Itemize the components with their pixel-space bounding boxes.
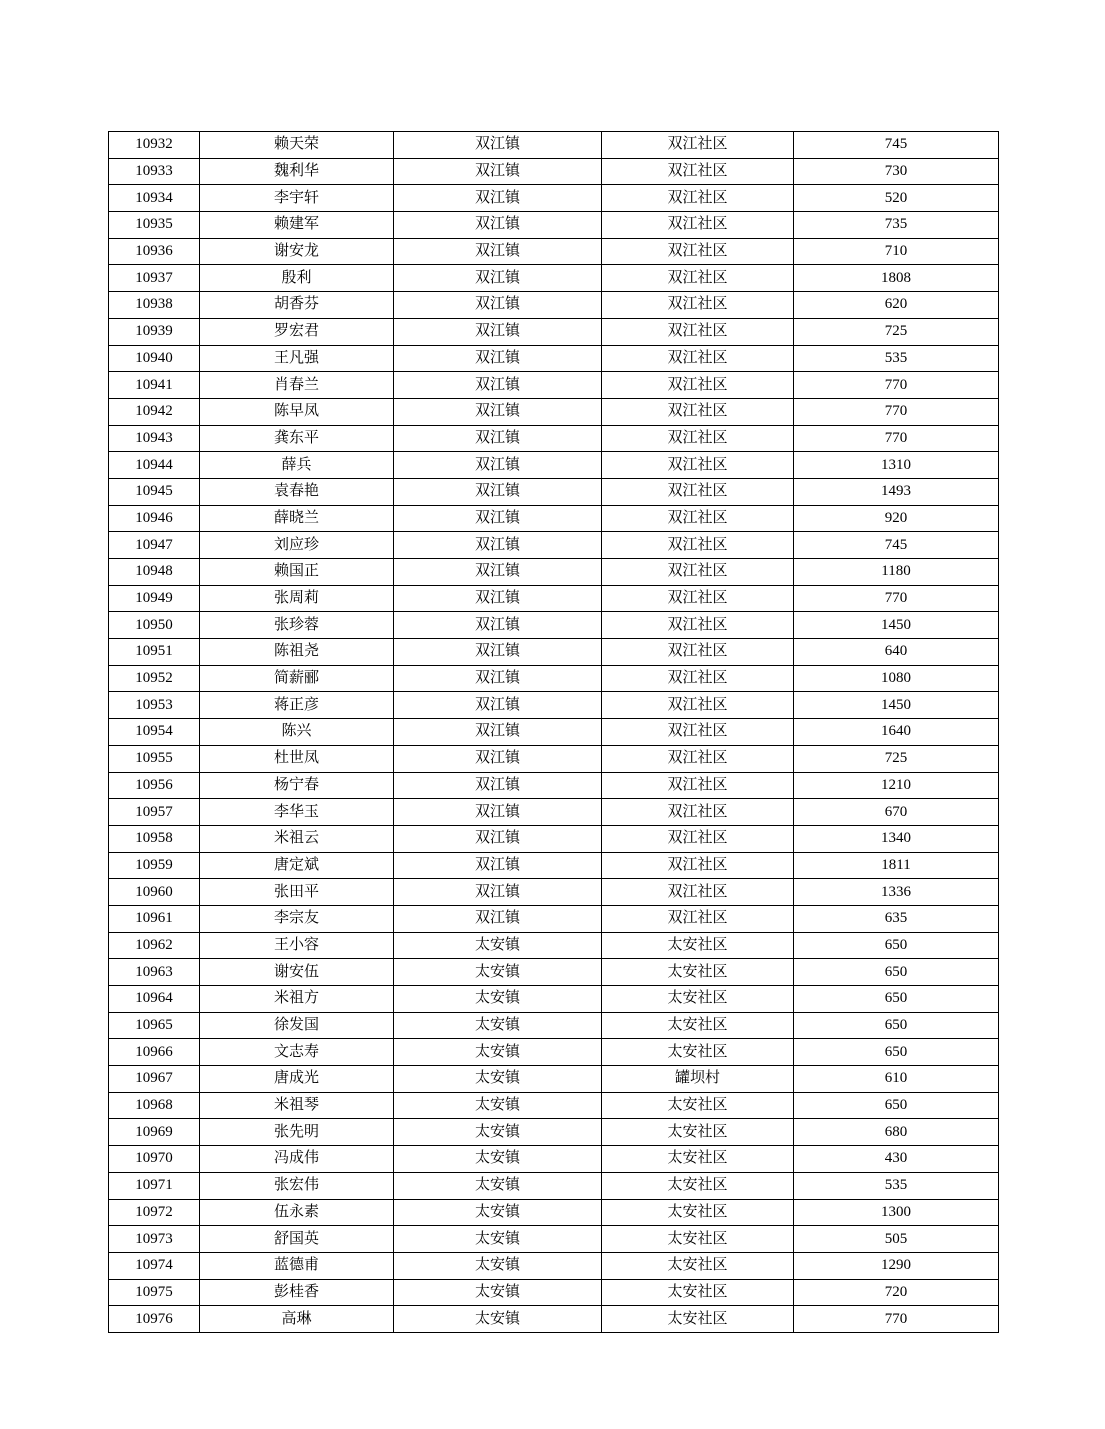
cell-town: 双江镇 bbox=[394, 585, 602, 612]
cell-community: 双江社区 bbox=[602, 639, 794, 666]
cell-town: 双江镇 bbox=[394, 452, 602, 479]
cell-id: 10966 bbox=[109, 1039, 200, 1066]
cell-amount: 535 bbox=[794, 1172, 999, 1199]
cell-community: 双江社区 bbox=[602, 318, 794, 345]
cell-id: 10973 bbox=[109, 1226, 200, 1253]
table-row bbox=[109, 292, 999, 319]
cell-id: 10976 bbox=[109, 1306, 200, 1333]
cell-amount: 620 bbox=[794, 292, 999, 319]
cell-town: 太安镇 bbox=[394, 1252, 602, 1279]
cell-community: 太安社区 bbox=[602, 986, 794, 1013]
cell-community: 太安社区 bbox=[602, 1146, 794, 1173]
cell-amount: 535 bbox=[794, 345, 999, 372]
cell-amount: 1811 bbox=[794, 852, 999, 879]
table-row bbox=[109, 265, 999, 292]
cell-id: 10974 bbox=[109, 1252, 200, 1279]
table-row bbox=[109, 452, 999, 479]
cell-name: 张周莉 bbox=[200, 585, 394, 612]
cell-town: 双江镇 bbox=[394, 398, 602, 425]
cell-id: 10971 bbox=[109, 1172, 200, 1199]
table-row bbox=[109, 1092, 999, 1119]
cell-town: 双江镇 bbox=[394, 478, 602, 505]
cell-name: 张珍蓉 bbox=[200, 612, 394, 639]
cell-amount: 1450 bbox=[794, 692, 999, 719]
cell-town: 太安镇 bbox=[394, 1199, 602, 1226]
cell-id: 10937 bbox=[109, 265, 200, 292]
cell-name: 徐发国 bbox=[200, 1012, 394, 1039]
cell-community: 双江社区 bbox=[602, 719, 794, 746]
cell-community: 双江社区 bbox=[602, 292, 794, 319]
cell-amount: 1300 bbox=[794, 1199, 999, 1226]
cell-id: 10933 bbox=[109, 158, 200, 185]
cell-amount: 520 bbox=[794, 185, 999, 212]
cell-name: 伍永素 bbox=[200, 1199, 394, 1226]
cell-name: 蒋正彦 bbox=[200, 692, 394, 719]
cell-town: 双江镇 bbox=[394, 665, 602, 692]
cell-id: 10943 bbox=[109, 425, 200, 452]
cell-amount: 650 bbox=[794, 932, 999, 959]
cell-community: 双江社区 bbox=[602, 238, 794, 265]
table-row bbox=[109, 1199, 999, 1226]
cell-amount: 745 bbox=[794, 532, 999, 559]
cell-town: 太安镇 bbox=[394, 1279, 602, 1306]
cell-town: 双江镇 bbox=[394, 212, 602, 239]
cell-amount: 650 bbox=[794, 986, 999, 1013]
cell-id: 10947 bbox=[109, 532, 200, 559]
cell-name: 殷利 bbox=[200, 265, 394, 292]
cell-community: 双江社区 bbox=[602, 612, 794, 639]
cell-name: 简薪郦 bbox=[200, 665, 394, 692]
table-row bbox=[109, 1252, 999, 1279]
cell-amount: 1290 bbox=[794, 1252, 999, 1279]
cell-community: 双江社区 bbox=[602, 265, 794, 292]
cell-amount: 650 bbox=[794, 1012, 999, 1039]
cell-town: 双江镇 bbox=[394, 905, 602, 932]
cell-town: 双江镇 bbox=[394, 825, 602, 852]
cell-town: 双江镇 bbox=[394, 158, 602, 185]
cell-town: 双江镇 bbox=[394, 425, 602, 452]
cell-name: 文志寿 bbox=[200, 1039, 394, 1066]
cell-community: 双江社区 bbox=[602, 585, 794, 612]
cell-id: 10956 bbox=[109, 772, 200, 799]
cell-name: 袁春艳 bbox=[200, 478, 394, 505]
cell-name: 肖春兰 bbox=[200, 372, 394, 399]
cell-amount: 650 bbox=[794, 1092, 999, 1119]
cell-community: 双江社区 bbox=[602, 532, 794, 559]
table-row bbox=[109, 1039, 999, 1066]
cell-town: 双江镇 bbox=[394, 505, 602, 532]
table-row bbox=[109, 986, 999, 1013]
cell-town: 双江镇 bbox=[394, 238, 602, 265]
table-row bbox=[109, 932, 999, 959]
table-row bbox=[109, 532, 999, 559]
cell-name: 王小容 bbox=[200, 932, 394, 959]
cell-community: 太安社区 bbox=[602, 1172, 794, 1199]
cell-amount: 720 bbox=[794, 1279, 999, 1306]
cell-amount: 735 bbox=[794, 212, 999, 239]
table-row bbox=[109, 158, 999, 185]
cell-amount: 745 bbox=[794, 132, 999, 159]
cell-id: 10946 bbox=[109, 505, 200, 532]
cell-town: 太安镇 bbox=[394, 1012, 602, 1039]
cell-town: 太安镇 bbox=[394, 1119, 602, 1146]
cell-id: 10954 bbox=[109, 719, 200, 746]
cell-community: 双江社区 bbox=[602, 799, 794, 826]
cell-name: 冯成伟 bbox=[200, 1146, 394, 1173]
cell-id: 10941 bbox=[109, 372, 200, 399]
table-row bbox=[109, 825, 999, 852]
cell-name: 米祖琴 bbox=[200, 1092, 394, 1119]
cell-town: 太安镇 bbox=[394, 1172, 602, 1199]
cell-id: 10967 bbox=[109, 1066, 200, 1093]
cell-id: 10965 bbox=[109, 1012, 200, 1039]
cell-community: 双江社区 bbox=[602, 772, 794, 799]
cell-name: 谢安龙 bbox=[200, 238, 394, 265]
table-row bbox=[109, 719, 999, 746]
cell-name: 张宏伟 bbox=[200, 1172, 394, 1199]
cell-community: 太安社区 bbox=[602, 1306, 794, 1333]
cell-town: 太安镇 bbox=[394, 1226, 602, 1253]
cell-name: 张先明 bbox=[200, 1119, 394, 1146]
cell-town: 太安镇 bbox=[394, 1066, 602, 1093]
cell-name: 杨宁春 bbox=[200, 772, 394, 799]
cell-town: 双江镇 bbox=[394, 318, 602, 345]
cell-id: 10964 bbox=[109, 986, 200, 1013]
cell-name: 赖天荣 bbox=[200, 132, 394, 159]
cell-amount: 670 bbox=[794, 799, 999, 826]
cell-community: 罐坝村 bbox=[602, 1066, 794, 1093]
table-row bbox=[109, 612, 999, 639]
table-row bbox=[109, 1279, 999, 1306]
table-row bbox=[109, 879, 999, 906]
table-row bbox=[109, 212, 999, 239]
cell-amount: 1640 bbox=[794, 719, 999, 746]
cell-id: 10950 bbox=[109, 612, 200, 639]
cell-name: 胡香芬 bbox=[200, 292, 394, 319]
table-row bbox=[109, 238, 999, 265]
table-row bbox=[109, 745, 999, 772]
cell-name: 赖国正 bbox=[200, 559, 394, 586]
cell-name: 彭桂香 bbox=[200, 1279, 394, 1306]
cell-name: 赖建军 bbox=[200, 212, 394, 239]
cell-amount: 770 bbox=[794, 585, 999, 612]
table-row bbox=[109, 585, 999, 612]
cell-name: 陈早凤 bbox=[200, 398, 394, 425]
cell-id: 10951 bbox=[109, 639, 200, 666]
cell-name: 舒国英 bbox=[200, 1226, 394, 1253]
table-row bbox=[109, 478, 999, 505]
table-row bbox=[109, 1172, 999, 1199]
cell-amount: 730 bbox=[794, 158, 999, 185]
cell-id: 10968 bbox=[109, 1092, 200, 1119]
cell-town: 双江镇 bbox=[394, 772, 602, 799]
cell-name: 薛兵 bbox=[200, 452, 394, 479]
cell-id: 10936 bbox=[109, 238, 200, 265]
cell-amount: 1493 bbox=[794, 478, 999, 505]
cell-name: 龚东平 bbox=[200, 425, 394, 452]
cell-id: 10961 bbox=[109, 905, 200, 932]
cell-amount: 710 bbox=[794, 238, 999, 265]
cell-name: 杜世凤 bbox=[200, 745, 394, 772]
cell-name: 薛晓兰 bbox=[200, 505, 394, 532]
cell-amount: 610 bbox=[794, 1066, 999, 1093]
cell-community: 双江社区 bbox=[602, 665, 794, 692]
cell-id: 10975 bbox=[109, 1279, 200, 1306]
cell-community: 太安社区 bbox=[602, 1226, 794, 1253]
cell-amount: 1450 bbox=[794, 612, 999, 639]
cell-id: 10969 bbox=[109, 1119, 200, 1146]
cell-name: 陈兴 bbox=[200, 719, 394, 746]
table-body bbox=[109, 132, 999, 1333]
cell-id: 10963 bbox=[109, 959, 200, 986]
cell-town: 双江镇 bbox=[394, 692, 602, 719]
cell-community: 双江社区 bbox=[602, 212, 794, 239]
cell-community: 太安社区 bbox=[602, 1092, 794, 1119]
cell-id: 10945 bbox=[109, 478, 200, 505]
cell-town: 太安镇 bbox=[394, 959, 602, 986]
cell-id: 10970 bbox=[109, 1146, 200, 1173]
table-row bbox=[109, 398, 999, 425]
cell-community: 太安社区 bbox=[602, 1199, 794, 1226]
cell-name: 米祖云 bbox=[200, 825, 394, 852]
cell-amount: 650 bbox=[794, 1039, 999, 1066]
table-row bbox=[109, 372, 999, 399]
cell-name: 唐成光 bbox=[200, 1066, 394, 1093]
cell-community: 双江社区 bbox=[602, 452, 794, 479]
table-row bbox=[109, 959, 999, 986]
cell-id: 10940 bbox=[109, 345, 200, 372]
table-row bbox=[109, 799, 999, 826]
cell-name: 唐定斌 bbox=[200, 852, 394, 879]
cell-community: 双江社区 bbox=[602, 398, 794, 425]
cell-community: 双江社区 bbox=[602, 852, 794, 879]
cell-amount: 770 bbox=[794, 398, 999, 425]
cell-name: 陈祖尧 bbox=[200, 639, 394, 666]
cell-id: 10934 bbox=[109, 185, 200, 212]
table-row bbox=[109, 1066, 999, 1093]
cell-id: 10932 bbox=[109, 132, 200, 159]
cell-community: 双江社区 bbox=[602, 345, 794, 372]
cell-id: 10948 bbox=[109, 559, 200, 586]
cell-name: 罗宏君 bbox=[200, 318, 394, 345]
cell-name: 蓝德甫 bbox=[200, 1252, 394, 1279]
cell-town: 双江镇 bbox=[394, 745, 602, 772]
cell-community: 双江社区 bbox=[602, 879, 794, 906]
cell-amount: 1340 bbox=[794, 825, 999, 852]
cell-town: 太安镇 bbox=[394, 1146, 602, 1173]
table-row bbox=[109, 692, 999, 719]
cell-amount: 725 bbox=[794, 745, 999, 772]
cell-community: 太安社区 bbox=[602, 959, 794, 986]
cell-name: 米祖方 bbox=[200, 986, 394, 1013]
cell-community: 太安社区 bbox=[602, 1039, 794, 1066]
cell-amount: 1808 bbox=[794, 265, 999, 292]
cell-amount: 1210 bbox=[794, 772, 999, 799]
cell-id: 10960 bbox=[109, 879, 200, 906]
cell-id: 10944 bbox=[109, 452, 200, 479]
cell-amount: 1310 bbox=[794, 452, 999, 479]
cell-community: 太安社区 bbox=[602, 1119, 794, 1146]
cell-community: 双江社区 bbox=[602, 425, 794, 452]
cell-name: 魏利华 bbox=[200, 158, 394, 185]
cell-community: 双江社区 bbox=[602, 559, 794, 586]
cell-town: 双江镇 bbox=[394, 532, 602, 559]
table-row bbox=[109, 1119, 999, 1146]
table-row bbox=[109, 1146, 999, 1173]
cell-town: 双江镇 bbox=[394, 799, 602, 826]
table-row bbox=[109, 185, 999, 212]
cell-name: 王凡强 bbox=[200, 345, 394, 372]
cell-amount: 770 bbox=[794, 1306, 999, 1333]
cell-town: 双江镇 bbox=[394, 185, 602, 212]
cell-name: 李华玉 bbox=[200, 799, 394, 826]
table-row bbox=[109, 559, 999, 586]
table-row bbox=[109, 1306, 999, 1333]
cell-town: 双江镇 bbox=[394, 719, 602, 746]
cell-amount: 770 bbox=[794, 425, 999, 452]
cell-name: 张田平 bbox=[200, 879, 394, 906]
cell-community: 双江社区 bbox=[602, 478, 794, 505]
cell-id: 10942 bbox=[109, 398, 200, 425]
cell-town: 双江镇 bbox=[394, 612, 602, 639]
cell-id: 10938 bbox=[109, 292, 200, 319]
cell-community: 双江社区 bbox=[602, 132, 794, 159]
table-row bbox=[109, 905, 999, 932]
cell-name: 高琳 bbox=[200, 1306, 394, 1333]
cell-amount: 1336 bbox=[794, 879, 999, 906]
cell-town: 双江镇 bbox=[394, 265, 602, 292]
cell-amount: 505 bbox=[794, 1226, 999, 1253]
table-row bbox=[109, 852, 999, 879]
cell-name: 李宇轩 bbox=[200, 185, 394, 212]
table-row bbox=[109, 345, 999, 372]
cell-town: 双江镇 bbox=[394, 639, 602, 666]
cell-town: 双江镇 bbox=[394, 345, 602, 372]
table-row bbox=[109, 665, 999, 692]
cell-community: 太安社区 bbox=[602, 1279, 794, 1306]
cell-name: 谢安伍 bbox=[200, 959, 394, 986]
cell-town: 双江镇 bbox=[394, 559, 602, 586]
cell-id: 10957 bbox=[109, 799, 200, 826]
cell-town: 太安镇 bbox=[394, 1092, 602, 1119]
cell-id: 10955 bbox=[109, 745, 200, 772]
cell-community: 双江社区 bbox=[602, 692, 794, 719]
cell-community: 双江社区 bbox=[602, 745, 794, 772]
cell-id: 10962 bbox=[109, 932, 200, 959]
cell-town: 太安镇 bbox=[394, 1039, 602, 1066]
cell-id: 10972 bbox=[109, 1199, 200, 1226]
cell-id: 10952 bbox=[109, 665, 200, 692]
cell-community: 太安社区 bbox=[602, 932, 794, 959]
cell-amount: 680 bbox=[794, 1119, 999, 1146]
cell-amount: 635 bbox=[794, 905, 999, 932]
table-row bbox=[109, 318, 999, 345]
cell-amount: 650 bbox=[794, 959, 999, 986]
cell-name: 刘应珍 bbox=[200, 532, 394, 559]
cell-amount: 430 bbox=[794, 1146, 999, 1173]
cell-amount: 770 bbox=[794, 372, 999, 399]
cell-amount: 640 bbox=[794, 639, 999, 666]
cell-id: 10959 bbox=[109, 852, 200, 879]
cell-amount: 725 bbox=[794, 318, 999, 345]
cell-id: 10939 bbox=[109, 318, 200, 345]
table-row bbox=[109, 1226, 999, 1253]
cell-town: 双江镇 bbox=[394, 879, 602, 906]
cell-town: 双江镇 bbox=[394, 132, 602, 159]
data-table bbox=[108, 131, 999, 1333]
cell-community: 双江社区 bbox=[602, 185, 794, 212]
cell-town: 太安镇 bbox=[394, 1306, 602, 1333]
cell-community: 太安社区 bbox=[602, 1012, 794, 1039]
cell-name: 李宗友 bbox=[200, 905, 394, 932]
table-row bbox=[109, 505, 999, 532]
cell-town: 双江镇 bbox=[394, 292, 602, 319]
cell-town: 太安镇 bbox=[394, 986, 602, 1013]
cell-amount: 1180 bbox=[794, 559, 999, 586]
table-row bbox=[109, 425, 999, 452]
cell-community: 太安社区 bbox=[602, 1252, 794, 1279]
cell-id: 10958 bbox=[109, 825, 200, 852]
cell-community: 双江社区 bbox=[602, 905, 794, 932]
cell-id: 10949 bbox=[109, 585, 200, 612]
table-row bbox=[109, 1012, 999, 1039]
cell-community: 双江社区 bbox=[602, 158, 794, 185]
cell-id: 10953 bbox=[109, 692, 200, 719]
table-row bbox=[109, 772, 999, 799]
cell-amount: 1080 bbox=[794, 665, 999, 692]
table-row bbox=[109, 132, 999, 159]
table-row bbox=[109, 639, 999, 666]
cell-community: 双江社区 bbox=[602, 372, 794, 399]
cell-town: 双江镇 bbox=[394, 852, 602, 879]
cell-amount: 920 bbox=[794, 505, 999, 532]
cell-community: 双江社区 bbox=[602, 825, 794, 852]
cell-town: 太安镇 bbox=[394, 932, 602, 959]
cell-id: 10935 bbox=[109, 212, 200, 239]
cell-town: 双江镇 bbox=[394, 372, 602, 399]
cell-community: 双江社区 bbox=[602, 505, 794, 532]
